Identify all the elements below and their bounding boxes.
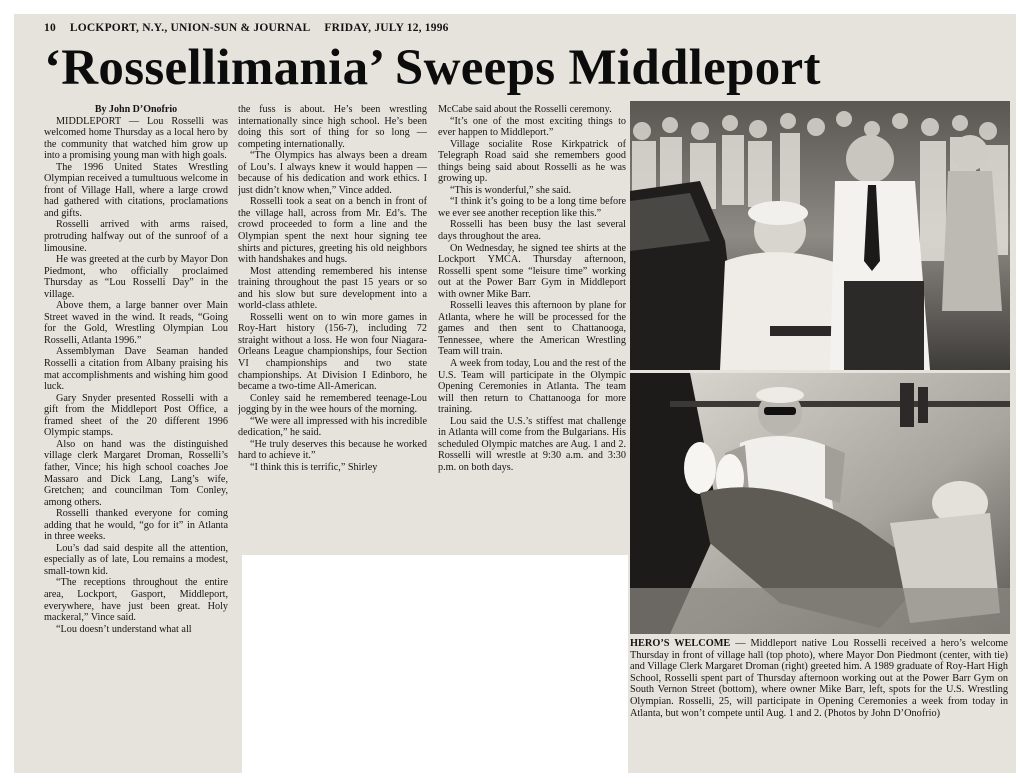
paragraph: On Wednesday, he signed tee shirts at the Lockport YMCA. Thursday afternoon, Rosselli spent some “leisure time” working out at the Power Barr Gym in Middleport with owner Mike Barr.	[438, 242, 626, 300]
article-column-1	[44, 104, 228, 696]
paragraph: McCabe said about the Rosselli ceremony.	[438, 104, 612, 115]
paragraph: “This is wonderful,” she said.	[450, 184, 572, 196]
paragraph: Rosselli has been busy the last several days throughout the area.	[438, 219, 626, 243]
paragraph: “I think it’s going to be a long time before we ever see another reception like this.”	[438, 196, 626, 219]
paragraph: Rosselli leaves this afternoon by plane for Atlanta, where he will be processed for the games and then sent to Chattanooga, Tennessee, where the American Wrestling Team will train.	[438, 300, 626, 358]
paragraph: MIDDLEPORT — Lou Rosselli was welcomed home Thursday as a local hero by the community that watched him grow up into a promising young man with high goals.	[44, 115, 228, 162]
caption-text: — Middleport native Lou Rosselli received a hero’s welcome Thursday in front of village hall (top photo), where Mayor Don Piedmont (center, with tie) and Village Clerk Margaret Droman (right) greeted him. A 1989 graduate of Roy-Hart High School, Rosselli spent part of Thursday afternoon working out at the Power Barr Gym on South Vernon Street (bottom), where owner Mike Barr, left, spots for the U.S. Wrestling Olympian. Rosselli, 25, will participate in Opening Ceremonies a week from today in Atlanta, but won’t compete until Aug. 1 and 2. (Photos by John D’Onofrio)	[630, 638, 1008, 719]
photo-gym-image	[630, 373, 1010, 634]
paragraph: Lou’s dad said despite all the attention, especially as of late, Lou remains a modest, small-town kid.	[44, 542, 228, 577]
paragraph: Gary Snyder presented Rosselli with a gift from the Middleport Post Office, a framed sheet of the 20 different 1996 Olympic stamps.	[44, 392, 228, 439]
paragraph: Also on hand was the distinguished village clerk Margaret Droman, Rosselli’s father, Vince; his high school coaches Joe Massaro and Dick Lang, Lang’s wife, Gretchen; and councilman Tom Conley, among others.	[44, 438, 228, 508]
paragraph: the fuss is about. He’s been wrestling internationally since high school. He’s been doing this sort of thing for so long — competing internationally.	[238, 104, 427, 150]
paragraph: “It’s one of the most exciting things to ever happen to Middleport.”	[438, 115, 626, 139]
caption-lead: HERO’S WELCOME	[630, 638, 731, 649]
publication-date: FRIDAY, JULY 12, 1996	[324, 22, 449, 34]
paragraph: Most attending remembered his intense training throughout the past 15 years or so and his slow but sure development into a world-class athlete.	[238, 265, 427, 312]
paragraph: Assemblyman Dave Seaman handed Rosselli a citation from Albany praising his mat accomplishments and wishing him good luck.	[44, 346, 228, 393]
paragraph: “I think this is terrific,” Shirley	[250, 461, 378, 473]
newspaper-name: LOCKPORT, N.Y., UNION-SUN & JOURNAL	[69, 22, 311, 34]
paragraph: Rosselli arrived with arms raised, protruding halfway out of the sunroof of a limousine.	[44, 219, 228, 254]
article-column-2	[238, 104, 427, 552]
article-column-3	[438, 104, 626, 550]
paragraph: “The receptions throughout the entire area, Lockport, Gasport, Middleport, everywhere, have just been great. Holy mackeral,” Vince said.	[44, 577, 228, 624]
paragraph: He was greeted at the curb by Mayor Don Piedmont, who officially proclaimed Thursday as “Lou Rosselli Day” in the village.	[44, 254, 228, 300]
photo-village-hall-welcome	[630, 101, 1010, 370]
paragraph: Conley said he remembered teenage-Lou jogging by in the wee hours of the morning.	[238, 392, 427, 416]
paragraph: “The Olympics has always been a dream of Lou’s. I always knew it would happen — because of his dedication and work ethics. I just didn’t know when,” Vince added.	[238, 150, 427, 196]
headline: ‘Rossellimania’ Sweeps Middleport	[44, 40, 821, 96]
clipping-cutout-area	[242, 555, 628, 775]
photo-caption	[630, 638, 1008, 760]
paragraph: “Lou doesn’t understand what all	[56, 623, 192, 635]
paragraph: A week from today, Lou and the rest of the U.S. Team will participate in the Olympic Opening Ceremonies in Atlanta. The team will then return to Chattanooga for more training.	[438, 358, 626, 416]
page-number: 10	[44, 22, 56, 34]
paragraph: Rosselli went on to win more games in Roy-Hart history (156-7), including 72 straight without a loss. He won four Niagara-Orleans League championships, four Section VI championships and two state championships. At Division I Edinboro, he became a two-time All-American.	[238, 311, 427, 393]
photo-village-hall-image	[630, 101, 1010, 370]
byline: By John D’Onofrio	[94, 104, 178, 115]
paragraph: “He truly deserves this because he worked hard to achieve it.”	[238, 438, 427, 462]
paragraph: The 1996 United States Wrestling Olympian received a tumultuous welcome in front of Village Hall, where a large crowd had gathered with citations, proclamations and gifts.	[44, 161, 228, 219]
paragraph: “We were all impressed with his incredible dedication,” he said.	[238, 415, 427, 439]
paragraph: Rosselli thanked everyone for coming adding that he would, “go for it” in Atlanta in three weeks.	[44, 508, 228, 543]
paragraph: Rosselli took a seat on a bench in front of the village hall, across from Mr. Ed’s. The crowd proceeded to form a line and the Olympian spent the next hour signing tee shirts and pictures, greeting his old neighbors with handshakes and hugs.	[238, 196, 427, 266]
paragraph: Above them, a large banner over Main Street waved in the wind. It reads, “Going for the Gold, Wrestling Olympian Lou Rosselli, Atlanta 1996.”	[44, 300, 228, 346]
paragraph: Village socialite Rose Kirkpatrick of Telegraph Road said she remembers good things being said about Rosselli as he was growing up.	[438, 138, 626, 185]
photo-power-barr-gym	[630, 373, 1010, 634]
paragraph: Lou said the U.S.’s stiffest mat challenge in Atlanta will come from the Bulgarians. His scheduled Olympic matches are Aug. 1 and 2. Rosselli will wrestle at 9:30 a.m. and 3:30 p.m. on both days.	[438, 415, 626, 473]
